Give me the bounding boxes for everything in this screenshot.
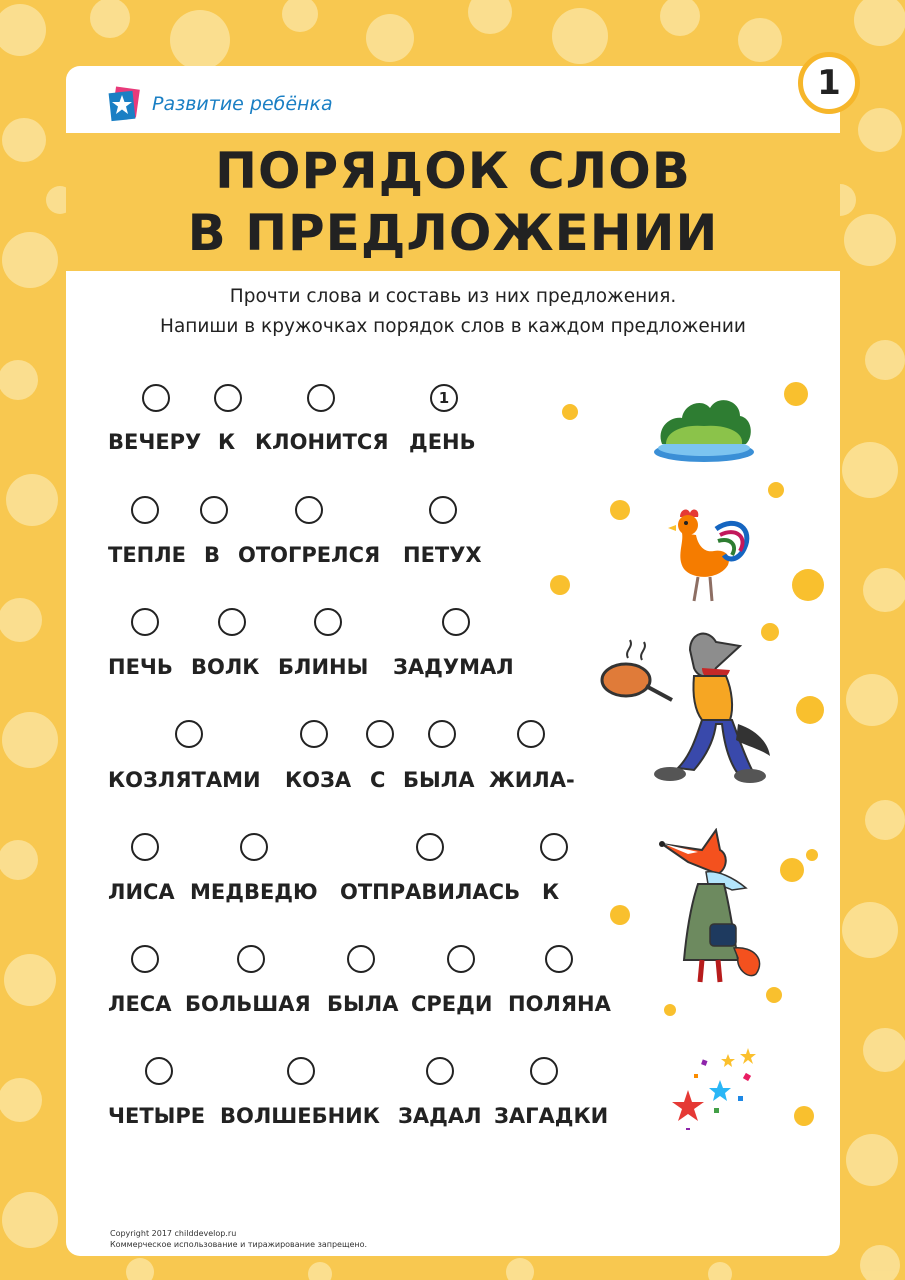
word: ЛЕСА <box>108 992 172 1016</box>
answer-circle[interactable] <box>447 945 475 973</box>
answer-circle[interactable] <box>314 608 342 636</box>
word: ТЕПЛЕ <box>108 543 187 567</box>
word: ВЕЧЕРУ <box>108 430 202 454</box>
title-line-2: В ПРЕДЛОЖЕНИИ <box>187 204 719 262</box>
word: ОТОГРЕЛСЯ <box>238 543 381 567</box>
answer-circle[interactable] <box>175 720 203 748</box>
answer-circle[interactable] <box>240 833 268 861</box>
word: ЖИЛА- <box>489 768 575 792</box>
answer-circle[interactable] <box>131 496 159 524</box>
stars-icon <box>672 1044 762 1130</box>
rooster-icon <box>658 505 758 609</box>
answer-circle[interactable] <box>142 384 170 412</box>
logo <box>104 86 333 122</box>
answer-circle[interactable] <box>428 720 456 748</box>
word: ЗАГАДКИ <box>494 1104 609 1128</box>
word: ВОЛШЕБНИК <box>220 1104 380 1128</box>
word: ОТПРАВИЛАСЬ <box>340 880 521 904</box>
word: К <box>542 880 560 904</box>
page-number-badge <box>798 52 860 114</box>
title-line-1: ПОРЯДОК СЛОВ <box>215 142 691 200</box>
word: В <box>204 543 221 567</box>
copyright-text: Copyright 2017 childdevelop.ru <box>110 1229 237 1238</box>
answer-circle[interactable] <box>295 496 323 524</box>
word: ПЕЧЬ <box>108 655 173 679</box>
word: ЗАДАЛ <box>398 1104 482 1128</box>
answer-circle[interactable] <box>426 1057 454 1085</box>
answer-circle[interactable] <box>287 1057 315 1085</box>
word: КЛОНИТСЯ <box>255 430 389 454</box>
answer-circle[interactable] <box>366 720 394 748</box>
word: ЧЕТЫРЕ <box>108 1104 206 1128</box>
word: ЗАДУМАЛ <box>393 655 514 679</box>
word: ДЕНЬ <box>409 430 476 454</box>
answer-circle[interactable] <box>218 608 246 636</box>
footer <box>110 1228 367 1250</box>
logo-text: Развитие ребёнка <box>152 93 333 115</box>
answer-circle[interactable] <box>237 945 265 973</box>
word: С <box>370 768 386 792</box>
word: КОЗЛЯТАМИ <box>108 768 261 792</box>
instructions-line-2: Напиши в кружочках порядок слов в каждом предложении <box>160 316 746 337</box>
word: К <box>218 430 236 454</box>
bush-icon <box>652 388 756 464</box>
usage-notice: Коммерческое использование и тиражирование запрещено. <box>110 1240 368 1249</box>
answer-circle[interactable] <box>145 1057 173 1085</box>
word: БОЛЬШАЯ <box>185 992 311 1016</box>
logo-star-icon <box>104 86 144 122</box>
answer-circle[interactable] <box>416 833 444 861</box>
answer-circle[interactable] <box>131 945 159 973</box>
instructions-line-1: Прочти слова и составь из них предложения. <box>229 286 677 307</box>
page-number: 1 <box>817 63 841 103</box>
word: ПЕТУХ <box>403 543 482 567</box>
word: МЕДВЕДЮ <box>190 880 318 904</box>
word: БЫЛА <box>327 992 399 1016</box>
word: ПОЛЯНА <box>508 992 611 1016</box>
word: КОЗА <box>285 768 352 792</box>
answer-circle[interactable] <box>442 608 470 636</box>
fox-icon <box>658 828 768 988</box>
answer-circle[interactable] <box>429 496 457 524</box>
page-title <box>66 140 840 264</box>
word: БЫЛА <box>403 768 475 792</box>
answer-circle[interactable] <box>347 945 375 973</box>
answer-circle[interactable] <box>214 384 242 412</box>
answer-circle[interactable] <box>131 833 159 861</box>
answer-circle[interactable] <box>131 608 159 636</box>
answer-circle[interactable] <box>300 720 328 748</box>
word: ВОЛК <box>191 655 260 679</box>
answer-circle[interactable]: 1 <box>430 384 458 412</box>
word: БЛИНЫ <box>278 655 369 679</box>
answer-circle[interactable] <box>200 496 228 524</box>
answer-circle[interactable] <box>307 384 335 412</box>
word: ЛИСА <box>108 880 175 904</box>
instructions <box>66 282 840 342</box>
wolf-icon <box>598 628 778 788</box>
word: СРЕДИ <box>411 992 493 1016</box>
